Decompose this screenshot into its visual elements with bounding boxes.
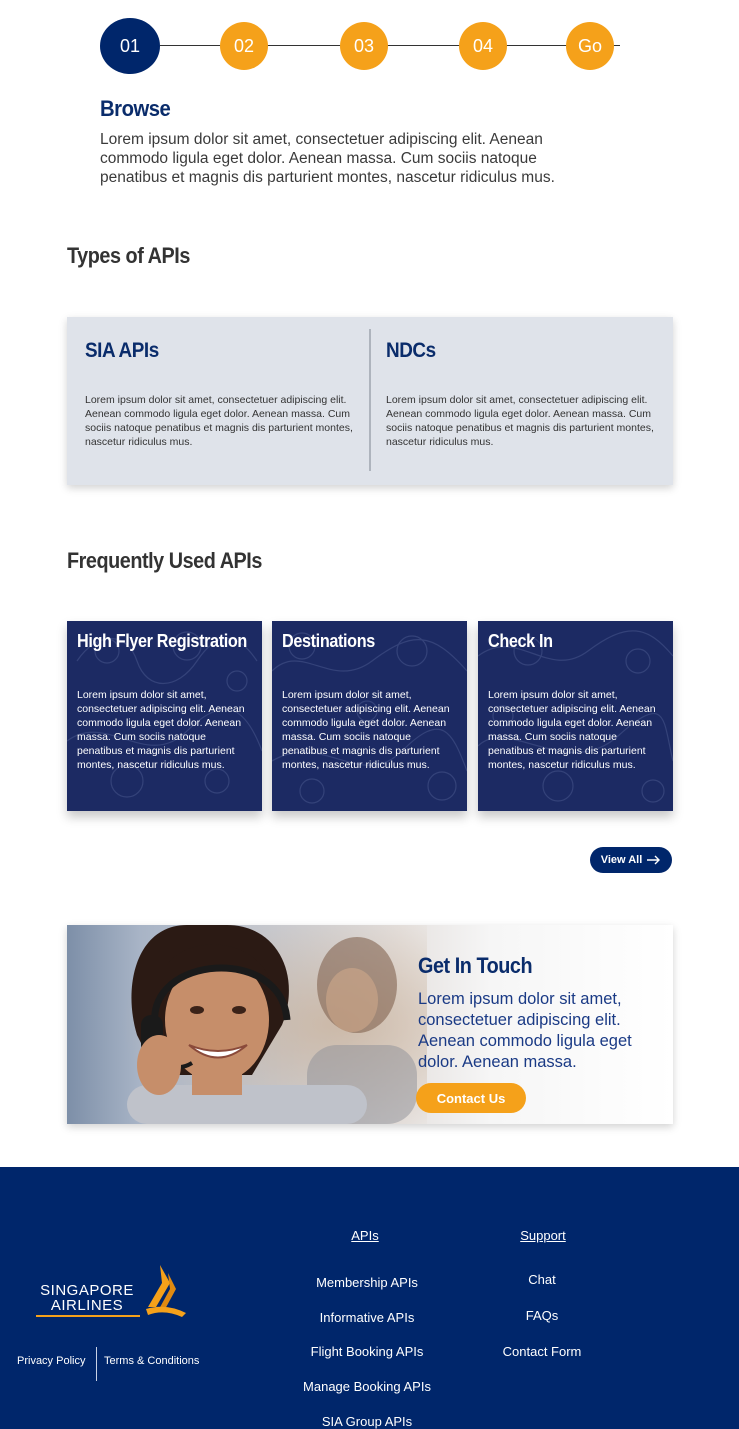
arrow-right-icon (647, 855, 661, 865)
type-card-text: Lorem ipsum dolor sit amet, consectetuer adipiscing elit. Aenean commodo ligula eget dolor. Aenean massa. Cum sociis natoque penatibus et magnis dis parturient montes, nascetur ridiculus mus. (85, 394, 353, 448)
step-03[interactable] (340, 22, 388, 70)
browse-description: Lorem ipsum dolor sit amet, consectetuer adipiscing elit. Aenean commodo ligula eget dolor. Aenean massa. Cum sociis natoque penatibus et magnis dis parturient montes, nascetur ridiculus mus. (100, 131, 555, 186)
legal-separator (96, 1347, 97, 1381)
api-card-check-in[interactable] (478, 621, 673, 811)
browse-title: Browse (100, 96, 171, 121)
support-agent-photo (67, 925, 427, 1124)
get-in-touch-text: Lorem ipsum dolor sit amet, consectetuer adipiscing elit. Aenean commodo ligula eget dolor. Aenean massa. (418, 990, 632, 1071)
api-card-title: Destinations (282, 631, 375, 651)
footer-link-contact-form[interactable]: Contact Form (502, 1344, 582, 1359)
progress-stepper (100, 18, 620, 74)
step-label: 04 (472, 35, 494, 56)
footer-link-flight-booking-apis[interactable]: Flight Booking APIs (310, 1344, 424, 1359)
get-in-touch-banner (67, 925, 673, 1124)
types-section-title: Types of APIs (67, 243, 190, 268)
site-footer (0, 1167, 739, 1429)
footer-support-heading[interactable]: Support (520, 1228, 566, 1243)
frequent-section-title: Frequently Used APIs (67, 548, 262, 573)
logo-wordmark (36, 1283, 138, 1313)
get-in-touch-title: Get In Touch (418, 953, 533, 978)
footer-link-informative-apis[interactable]: Informative APIs (319, 1310, 415, 1325)
footer-link-sia-group-apis[interactable]: SIA Group APIs (321, 1414, 413, 1429)
view-all-label: View All (600, 854, 643, 866)
api-card-title: High Flyer Registration (77, 631, 247, 651)
api-card-title: Check In (488, 631, 553, 651)
api-card-text: Lorem ipsum dolor sit amet, consectetuer adipiscing elit. Aenean commodo ligula eget dolor. Aenean massa. Cum sociis natoque penatibus et magnis dis parturient montes, nascetur ridiculus mus. (488, 689, 656, 771)
divider (369, 329, 371, 471)
type-card-ndcs[interactable] (386, 339, 658, 449)
api-card-high-flyer-registration[interactable] (67, 621, 262, 811)
step-label: 03 (353, 35, 375, 56)
api-card-text: Lorem ipsum dolor sit amet, consectetuer adipiscing elit. Aenean commodo ligula eget dolor. Aenean massa. Cum sociis natoque penatibus et magnis dis parturient montes, nascetur ridiculus mus. (77, 689, 245, 771)
api-card-destinations[interactable] (272, 621, 467, 811)
singapore-airlines-logo[interactable] (36, 1263, 188, 1323)
api-card-text: Lorem ipsum dolor sit amet, consectetuer adipiscing elit. Aenean commodo ligula eget dolor. Aenean massa. Cum sociis natoque penatibus et magnis dis parturient montes, nascetur ridiculus mus. (282, 689, 450, 771)
contact-us-button[interactable]: Contact Us (416, 1083, 526, 1113)
footer-link-faqs[interactable]: FAQs (525, 1308, 559, 1323)
logo-line: AIRLINES (50, 1297, 124, 1314)
footer-link-membership-apis[interactable]: Membership APIs (316, 1275, 418, 1290)
type-card-title: NDCs (386, 339, 436, 362)
type-card-text: Lorem ipsum dolor sit amet, consectetuer adipiscing elit. Aenean commodo ligula eget dolor. Aenean massa. Cum sociis natoque penatibus et magnis dis parturient montes, nascetur ridiculus mus. (386, 394, 654, 448)
step-01[interactable] (100, 18, 160, 74)
step-label: Go (577, 35, 602, 56)
view-all-button[interactable] (590, 847, 672, 873)
privacy-policy-link[interactable]: Privacy Policy (17, 1355, 86, 1367)
step-04[interactable] (459, 22, 507, 70)
type-card-title: SIA APIs (85, 339, 159, 362)
footer-apis-heading[interactable]: APIs (351, 1228, 379, 1243)
step-label: 02 (233, 35, 255, 56)
logo-underline (36, 1315, 140, 1317)
browse-step-info (100, 96, 580, 187)
logo-line: SINGAPORE (40, 1282, 134, 1299)
step-go[interactable] (566, 22, 614, 70)
footer-link-chat[interactable]: Chat (528, 1272, 556, 1287)
footer-link-manage-booking-apis[interactable]: Manage Booking APIs (303, 1379, 431, 1394)
step-label: 01 (119, 35, 141, 56)
types-panel (67, 317, 673, 485)
step-02[interactable] (220, 22, 268, 70)
terms-link[interactable]: Terms & Conditions (104, 1355, 200, 1367)
type-card-sia-apis[interactable] (85, 339, 357, 449)
kris-bird-icon (144, 1263, 188, 1317)
